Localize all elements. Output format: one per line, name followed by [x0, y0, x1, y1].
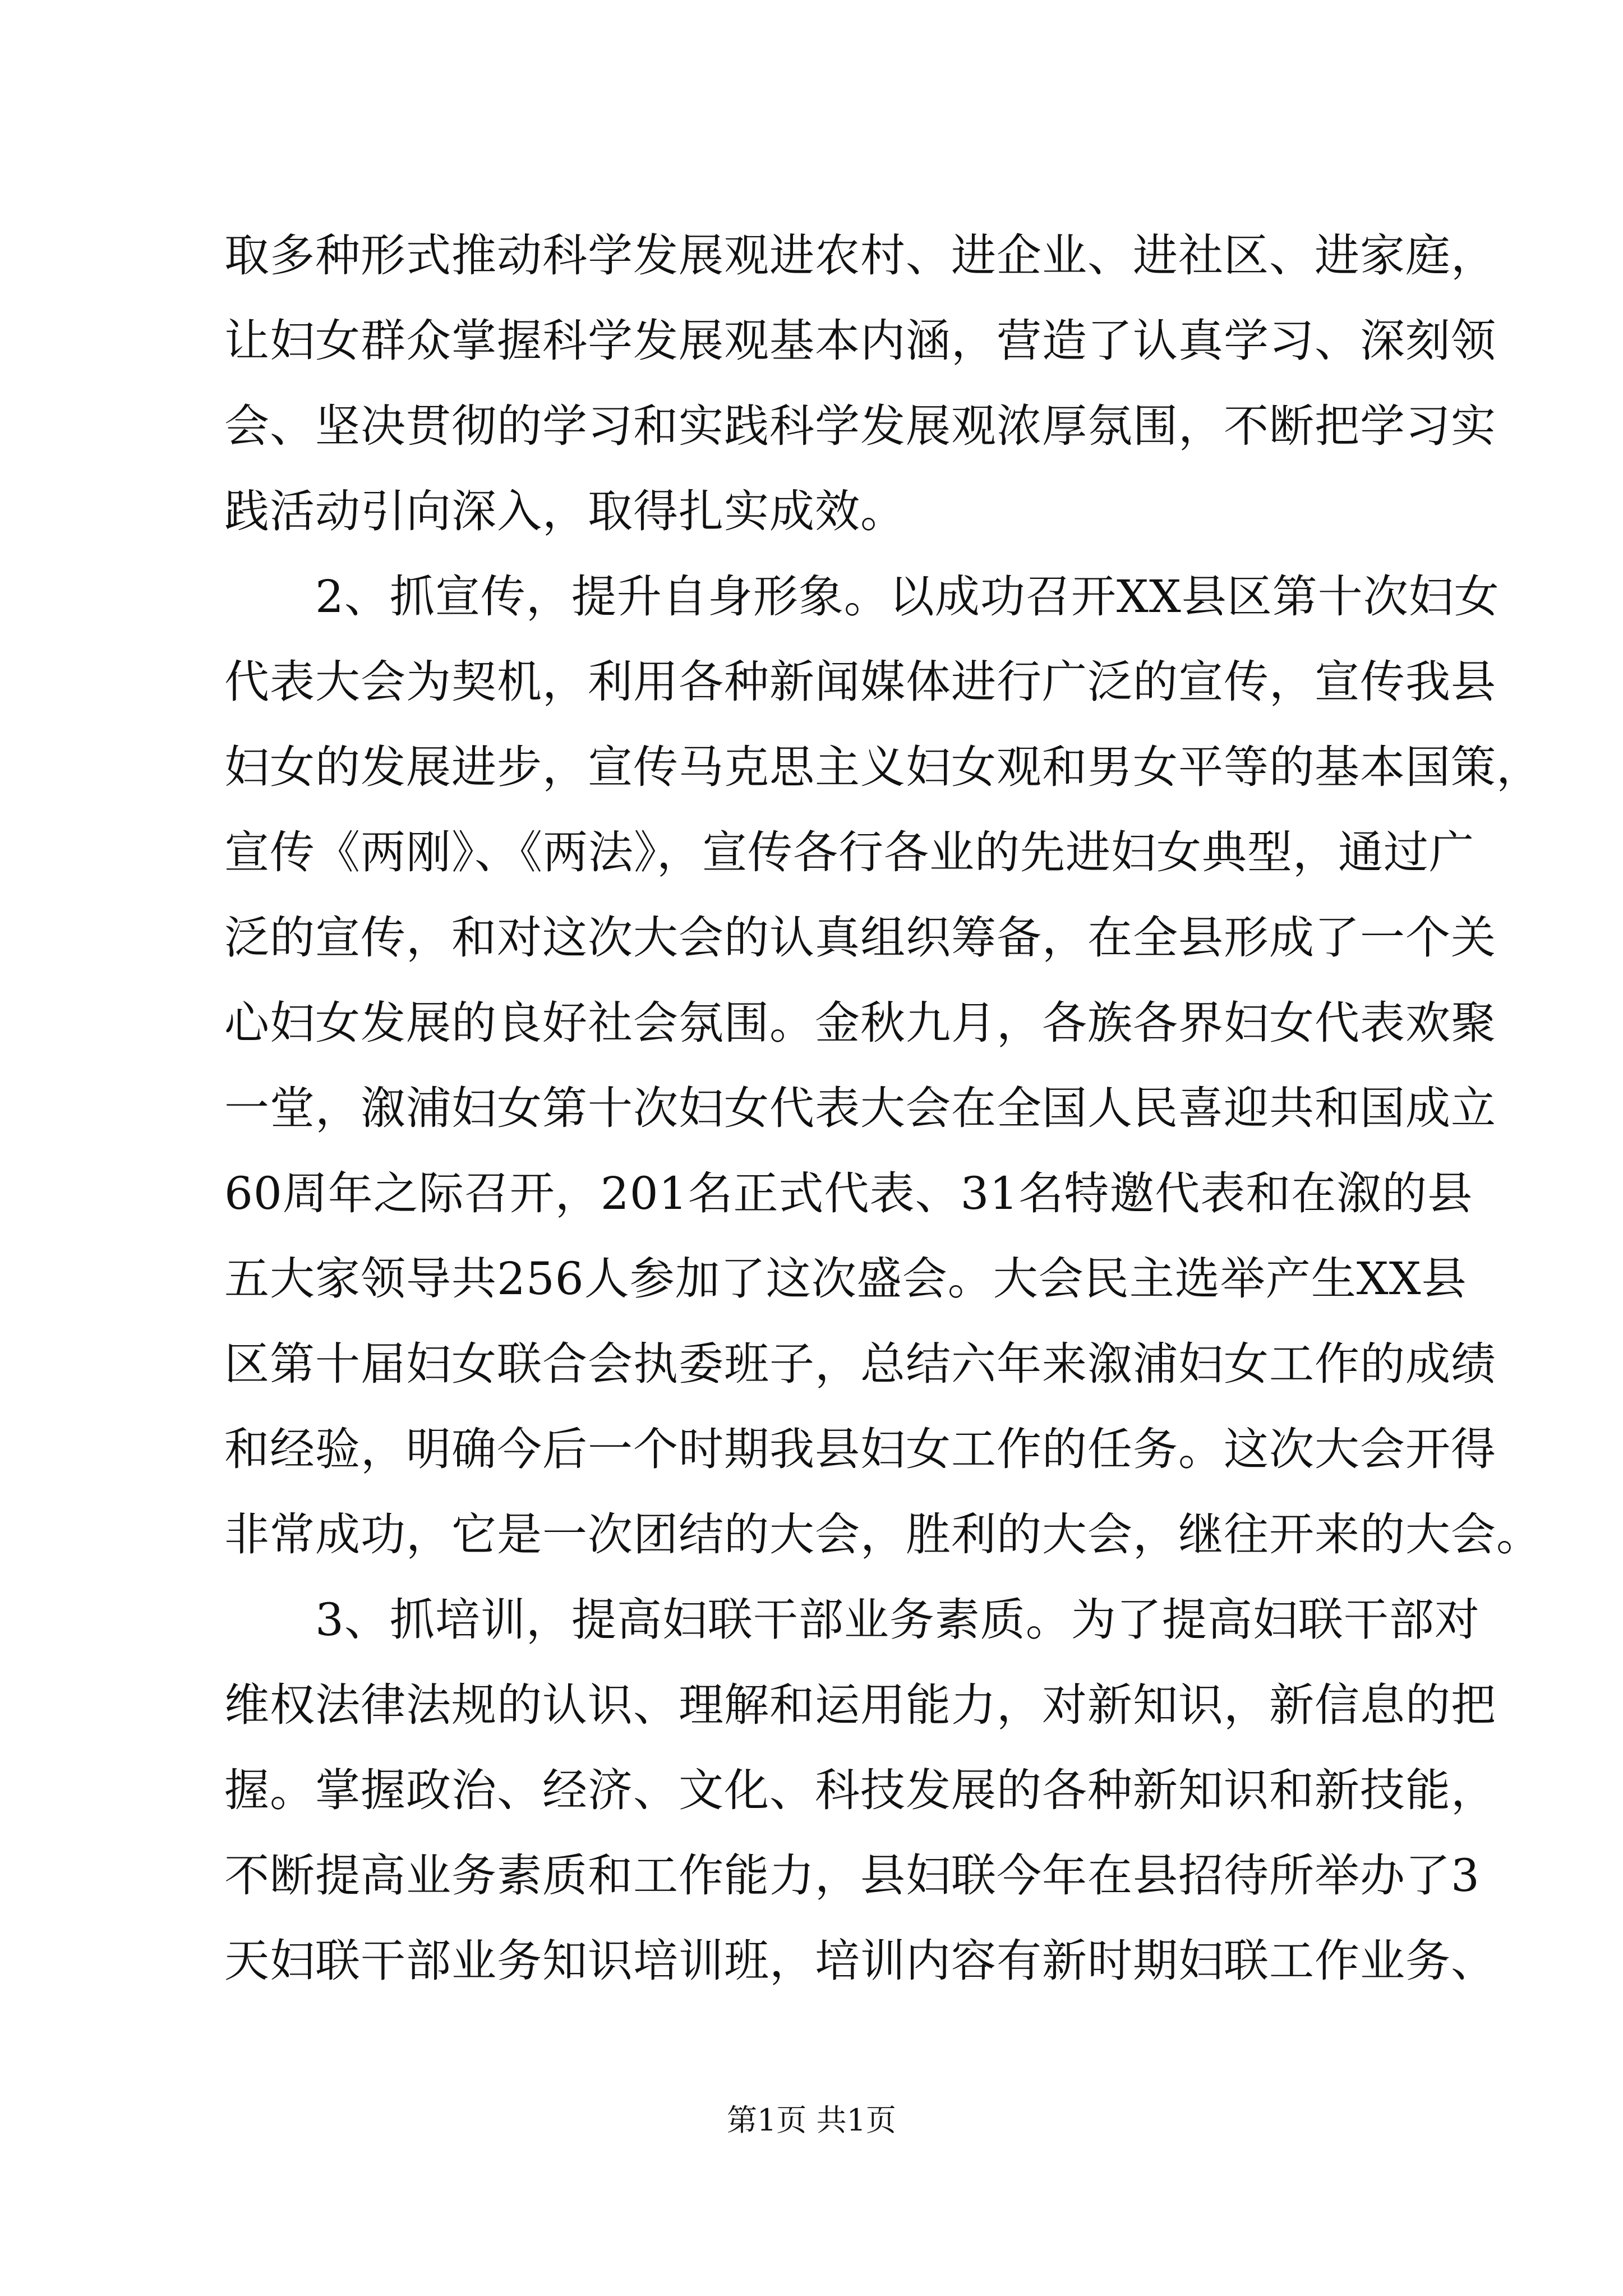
text-line: 代表大会为契机，利用各种新闻媒体进行广泛的宣传，宣传我县: [224, 656, 1496, 708]
text-line: 五大家领导共256人参加了这次盛会。大会民主选举产生XX县: [224, 1253, 1467, 1305]
text-line: 2、抓宣传，提升自身形象。以成功召开XX县区第十次妇女: [224, 570, 1500, 623]
text-line: 取多种形式推动科学发展观进农村、进企业、进社区、进家庭，: [224, 229, 1496, 282]
text-line: 一堂，溆浦妇女第十次妇女代表大会在全国人民喜迎共和国成立: [224, 1082, 1496, 1134]
text-line: 握。掌握政治、经济、文化、科技发展的各种新知识和新技能，: [224, 1764, 1496, 1816]
page-number-label: 第1页 共1页: [727, 2102, 896, 2138]
text-line: 泛的宣传，和对这次大会的认真组织筹备，在全县形成了一个关: [224, 912, 1496, 964]
body-text: [224, 213, 1542, 2004]
text-line: 不断提高业务素质和工作能力，县妇联今年在县招待所举办了3: [224, 1849, 1480, 1902]
text-line: 60周年之际召开，201名正式代表、31名特邀代表和在溆的县: [224, 1167, 1473, 1220]
text-line: 非常成功，它是一次团结的大会，胜利的大会，继往开来的大会。: [224, 1508, 1542, 1561]
text-line: 会、坚决贯彻的学习和实践科学发展观浓厚氛围，不断把学习实: [224, 400, 1496, 452]
text-line: 践活动引向深入，取得扎实成效。: [224, 485, 906, 537]
text-line: 天妇联干部业务知识培训班，培训内容有新时期妇联工作业务、: [224, 1935, 1496, 1987]
text-line: 3、抓培训，提高妇联干部业务素质。为了提高妇联干部对: [224, 1594, 1480, 1646]
text-line: 宣传《两刚》、《两法》，宣传各行各业的先进妇女典型，通过广: [224, 826, 1474, 878]
page-footer: [0, 2101, 1623, 2140]
text-line: 维权法律法规的认识、理解和运用能力，对新知识，新信息的把: [224, 1679, 1496, 1731]
text-line: 心妇女发展的良好社会氛围。金秋九月，各族各界妇女代表欢聚: [224, 997, 1496, 1049]
text-line: 区第十届妇女联合会执委班子，总结六年来溆浦妇女工作的成绩: [224, 1338, 1496, 1390]
text-line: 和经验，明确今后一个时期我县妇女工作的任务。这次大会开得: [224, 1423, 1496, 1475]
text-line: 妇女的发展进步，宣传马克思主义妇女观和男女平等的基本国策，: [224, 741, 1542, 793]
text-line: 让妇女群众掌握科学发展观基本内涵，营造了认真学习、深刻领: [224, 315, 1496, 367]
